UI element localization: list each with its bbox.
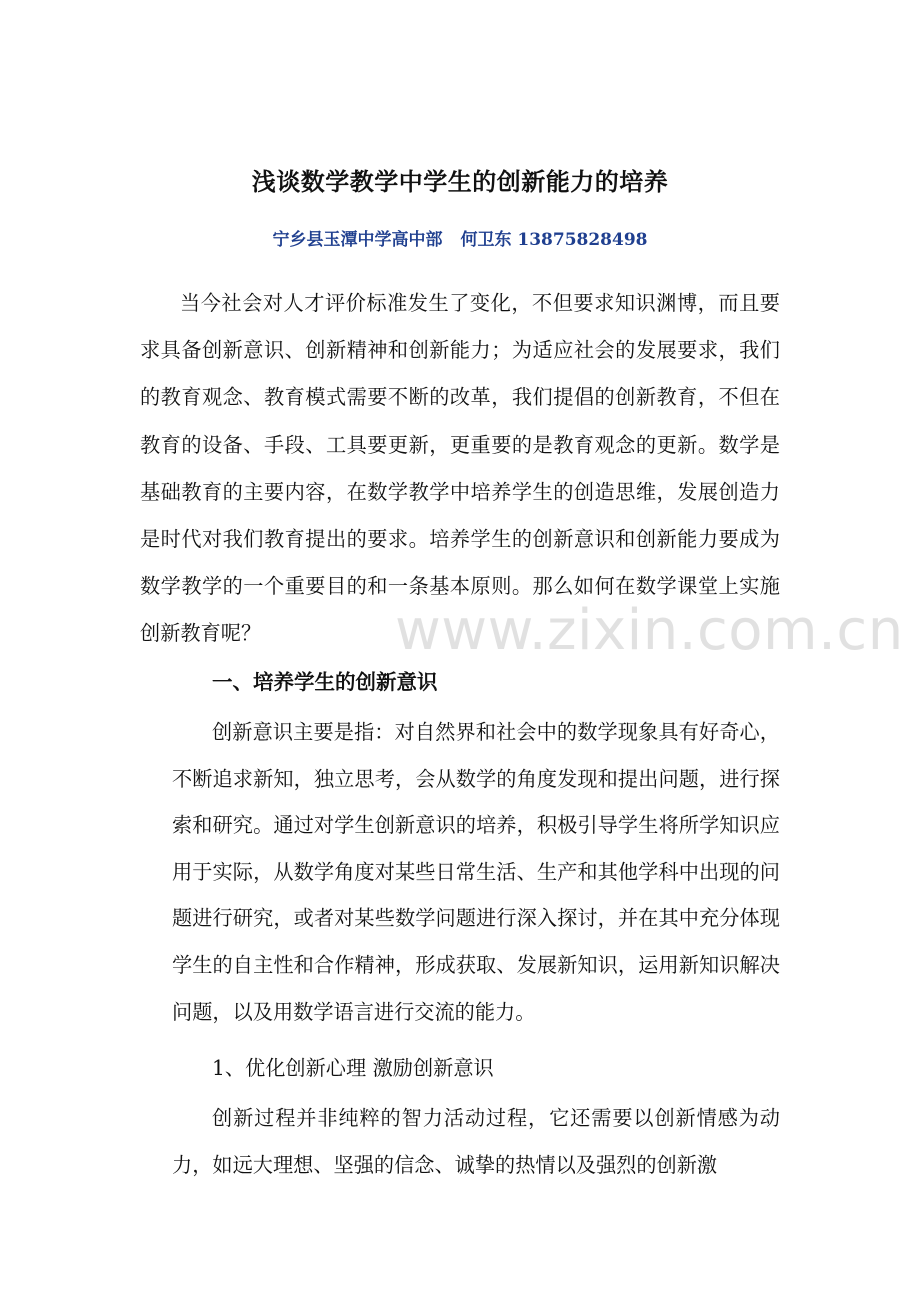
watermark: www.zixin.com.cn <box>395 598 904 663</box>
document-title: 浅谈数学教学中学生的创新能力的培养 <box>251 167 669 196</box>
author-line <box>0 226 920 254</box>
intro-paragraph: 当今社会对人才评价标准发生了变化，不但要求知识渊博，而且要求具备创新意识、创新精神和创新能力；为适应社会的发展要求，我们的教育观念、教育模式需要不断的改革，我们提倡的创新教育，不但在教育的设备、手段、工具要更新，更重要的是教育观念的更新。数学是基础教育的主要内容，在数学教学中培养学生的创造思维，发展创造力是时代对我们教育提出的要求。培养学生的创新意识和创新能力要成为数学教学的一个重要目的和一条基本原则。那么如何在数学课堂上实施创新教育呢？ <box>140 291 780 646</box>
subsection-paragraph: 创新过程并非纯粹的智力活动过程，它还需要以创新情感为动力，如远大理想、坚强的信念、诚挚的热情以及强烈的创新激 <box>172 1106 780 1177</box>
section-paragraph: 创新意识主要是指：对自然界和社会中的数学现象具有好奇心，不断追求新知，独立思考，会从数学的角度发现和提出问题，进行探索和研究。通过对学生创新意识的培养，积极引导学生将所学知识应用于实际，从数学角度对某些日常生活、生产和其他学科中出现的问题进行研究，或者对某些数学问题进行深入探讨，并在其中充分体现学生的自主性和合作精神，形成获取、发展新知识，运用新知识解决问题，以及用数学语言进行交流的能力。 <box>172 720 780 1024</box>
author-name-phone: 何卫东 13875828498 <box>460 230 648 250</box>
section-heading: 一、培养学生的创新意识 <box>212 670 438 694</box>
author-school: 宁乡县玉潭中学高中部 <box>272 230 443 250</box>
subsection-heading: 1、优化创新心理 激励创新意识 <box>212 1056 494 1080</box>
